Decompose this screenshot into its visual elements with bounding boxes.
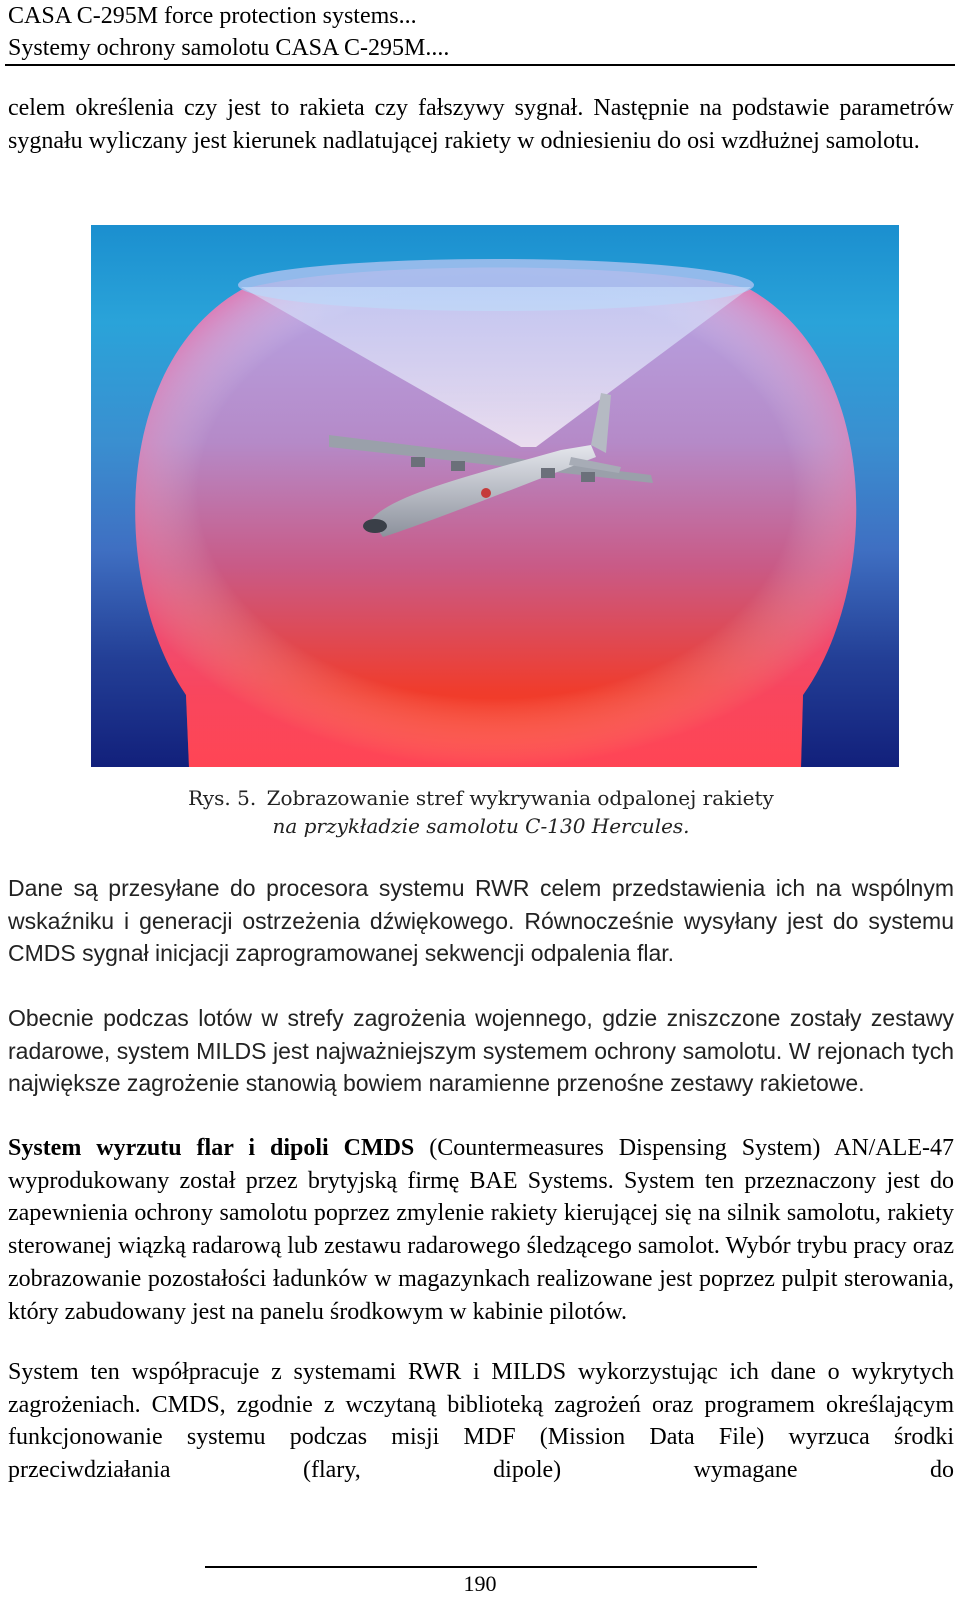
figure-caption-line2: na przykładzie samolotu C-130 Hercules.	[272, 814, 690, 838]
cmds-description: (Countermeasures Dispensing System) AN/ALE-47 wyprodukowany został przez brytyjską firmę BAE Systems. System ten przeznaczony jest do zapewnienia ochrony samolotu poprzez zmylenie rakiety kierującej się na silnik samolotu, rakiety sterowanej wiązką radarową lub zestawu radarowego śledzącego samolot. Wybór trybu pracy oraz zobrazowanie pozostałości ładunków w magazynkach realizowane jest poprzez pulpit sterowania, który zabudowany jest na panelu środkowym w kabinie pilotów.	[8, 1135, 954, 1325]
figure-caption-text: Zobrazowanie stref wykrywania odpalonej rakiety	[266, 786, 774, 810]
figure-caption-line1	[8, 784, 954, 812]
header-divider	[5, 64, 955, 66]
figure-illustration	[91, 225, 899, 767]
paragraph-cmds	[8, 1132, 954, 1328]
page-number: 190	[463, 1571, 497, 1596]
header-title-en: CASA C-295M force protection systems...	[8, 3, 417, 29]
paragraph-milds: Obecnie podczas lotów w strefy zagrożenia wojennego, gdzie zniszczone zostały zestawy radarowe, system MILDS jest najważniejszym systemem ochrony samolotu. W rejonach tych największe zagrożenie stanowią bowiem naramienne przenośne zestawy rakietowe.	[8, 1005, 954, 1097]
figure-caption	[8, 784, 954, 840]
intro-paragraph: celem określenia czy jest to rakieta czy fałszywy sygnał. Następnie na podstawie parametrów sygnału wyliczany jest kierunek nadlatującej rakiety w odniesieniu do osi wzdłużnej samolotu.	[8, 95, 954, 154]
footer-divider	[205, 1566, 757, 1568]
detection-zone-figure	[91, 225, 899, 767]
figure-caption-number: Rys. 5.	[188, 786, 257, 810]
paragraph-rwr: Dane są przesyłane do procesora systemu RWR celem przedstawienia ich na wspólnym wskaźniku i generacji ostrzeżenia dźwiękowego. Równocześnie wysyłany jest do systemu CMDS sygnał inicjacji zaprogramowanej sekwencji odpalenia flar.	[8, 875, 954, 967]
header-title-pl: Systemy ochrony samolotu CASA C-295M....	[8, 35, 450, 61]
running-header	[8, 0, 953, 64]
cmds-heading: System wyrzutu flar i dipoli CMDS	[8, 1135, 415, 1161]
paragraph-cmds-cooperation: System ten współpracuje z systemami RWR i MILDS wykorzystując ich dane o wykrytych zagrożeniach. CMDS, zgodnie z wczytaną biblioteką zagrożeń oraz programem określającym funkcjonowanie systemu podczas misji MDF (Mission Data File) wyrzuca środki przeciwdziałania (flary, dipole) wymagane do	[8, 1359, 954, 1484]
